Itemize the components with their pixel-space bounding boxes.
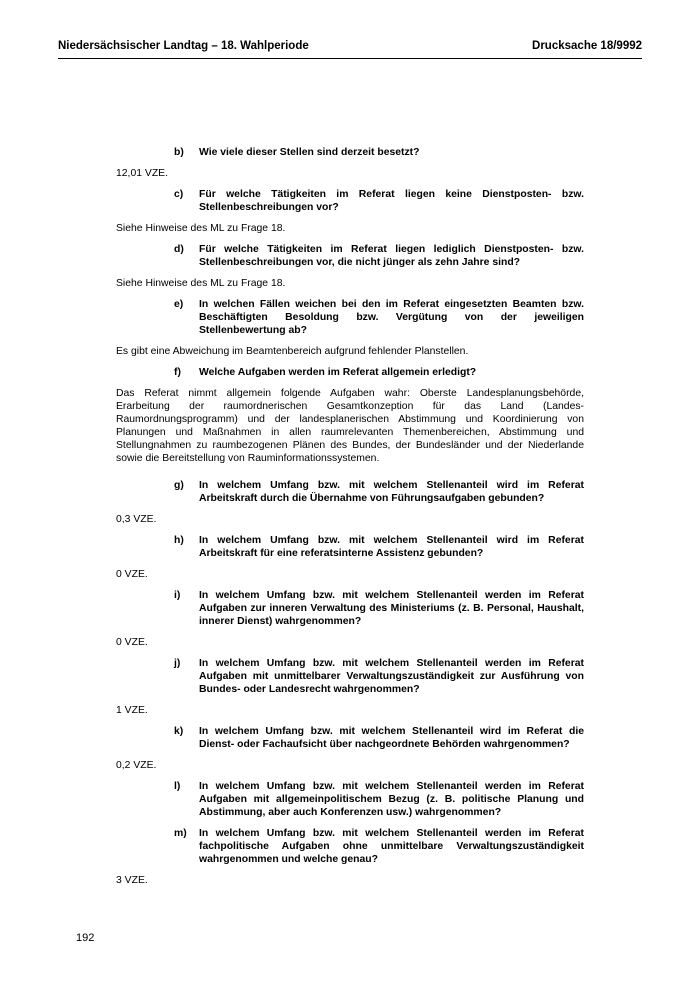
question-item	[116, 725, 584, 751]
answer-text: 3 VZE.	[116, 875, 148, 886]
question-item	[116, 146, 584, 159]
header-document-number: Drucksache 18/9992	[532, 40, 642, 52]
question-text: In welchem Umfang bzw. mit welchem Stellenanteil wird im Referat Arbeitskraft durch die Übernahme von Führungsaufgaben gebunden?	[199, 480, 584, 504]
page-number: 192	[76, 932, 95, 944]
question-label: h)	[174, 535, 184, 546]
answer-text: 0 VZE.	[116, 569, 148, 580]
question-text: In welchem Umfang bzw. mit welchem Stellenanteil werden im Referat Aufgaben zur inneren Verwaltung des Ministeriums (z. B. Personal, Haushalt, innerer Dienst) wahrgenommen?	[199, 590, 584, 627]
question-item	[116, 243, 584, 269]
question-item	[116, 534, 584, 560]
question-item	[116, 298, 584, 337]
question-label: l)	[174, 781, 181, 792]
question-label: d)	[174, 244, 184, 255]
question-label: g)	[174, 480, 184, 491]
question-text: Wie viele dieser Stellen sind derzeit besetzt?	[199, 147, 420, 158]
question-item	[116, 780, 584, 819]
question-item	[116, 657, 584, 696]
question-label: f)	[174, 367, 181, 378]
answer-text: Siehe Hinweise des ML zu Frage 18.	[116, 223, 286, 234]
answer-text: Das Referat nimmt allgemein folgende Aufgaben wahr: Oberste Landesplanungsbehörde, Erarbeitung der raumordnerischen Gesamtkonzeption für das Land (Landes-Raumordnungsprogramm) und der landesplanerischen Abstimmung und Koordinierung von Planungen und Maßnahmen in allen raumrelevanten Themenbereichen, Abstimmung und Stellungnahmen zu raumbezogenen Plänen des Bundes, der Bundesländer und der Niederlande sowie die Bereitstellung von Rauminformationssystemen.	[116, 388, 584, 464]
question-text: In welchem Umfang bzw. mit welchem Stellenanteil werden im Referat fachpolitische Aufgaben ohne unmittelbare Verwaltungszuständigkeit wahrgenommen und welche genau?	[199, 828, 584, 865]
question-label: c)	[174, 189, 184, 200]
answer-text: 0,3 VZE.	[116, 514, 157, 525]
answer-text: 0 VZE.	[116, 637, 148, 648]
question-text: Für welche Tätigkeiten im Referat liegen keine Dienstposten- bzw. Stellenbeschreibungen vor?	[199, 189, 584, 213]
answer-text: 1 VZE.	[116, 705, 148, 716]
question-item	[116, 366, 584, 379]
question-label: i)	[174, 590, 181, 601]
question-item	[116, 188, 584, 214]
question-text: In welchem Umfang bzw. mit welchem Stellenanteil werden im Referat Aufgaben mit allgemeinpolitischem Bezug (z. B. politische Planung und Abstimmung, aber auch Konferenzen usw.) wahrgenommen?	[199, 781, 584, 818]
question-text: In welchem Umfang bzw. mit welchem Stellenanteil werden im Referat Aufgaben mit unmittelbarer Verwaltungszuständigkeit zur Ausführung von Bundes- oder Landesrecht wahrgenommen?	[199, 658, 584, 695]
question-label: e)	[174, 299, 184, 310]
answer-text: 0,2 VZE.	[116, 760, 157, 771]
header-title: Niedersächsischer Landtag – 18. Wahlperiode	[58, 40, 309, 52]
question-label: m)	[174, 828, 187, 839]
answer-text: Es gibt eine Abweichung im Beamtenbereich aufgrund fehlender Planstellen.	[116, 346, 469, 357]
question-label: j)	[174, 658, 181, 669]
question-label: b)	[174, 147, 184, 158]
question-label: k)	[174, 726, 184, 737]
question-item	[116, 827, 584, 866]
question-text: In welchem Umfang bzw. mit welchem Stellenanteil wird im Referat die Dienst- oder Fachaufsicht über nachgeordnete Behörden wahrgenommen?	[199, 726, 584, 750]
document-body	[116, 146, 584, 895]
answer-text: 12,01 VZE.	[116, 168, 168, 179]
question-text: In welchem Umfang bzw. mit welchem Stellenanteil wird im Referat Arbeitskraft für eine referatsinterne Assistenz gebunden?	[199, 535, 584, 559]
question-text: Für welche Tätigkeiten im Referat liegen lediglich Dienstposten- bzw. Stellenbeschreibungen vor, die nicht jünger als zehn Jahre sind?	[199, 244, 584, 268]
question-item	[116, 589, 584, 628]
question-item	[116, 479, 584, 505]
question-text: In welchen Fällen weichen bei den im Referat eingesetzten Beamten bzw. Beschäftigten Besoldung bzw. Vergütung von der jeweiligen Stellenbewertung ab?	[199, 299, 584, 336]
answer-text: Siehe Hinweise des ML zu Frage 18.	[116, 278, 286, 289]
question-text: Welche Aufgaben werden im Referat allgemein erledigt?	[199, 367, 477, 378]
page-header	[58, 38, 642, 59]
